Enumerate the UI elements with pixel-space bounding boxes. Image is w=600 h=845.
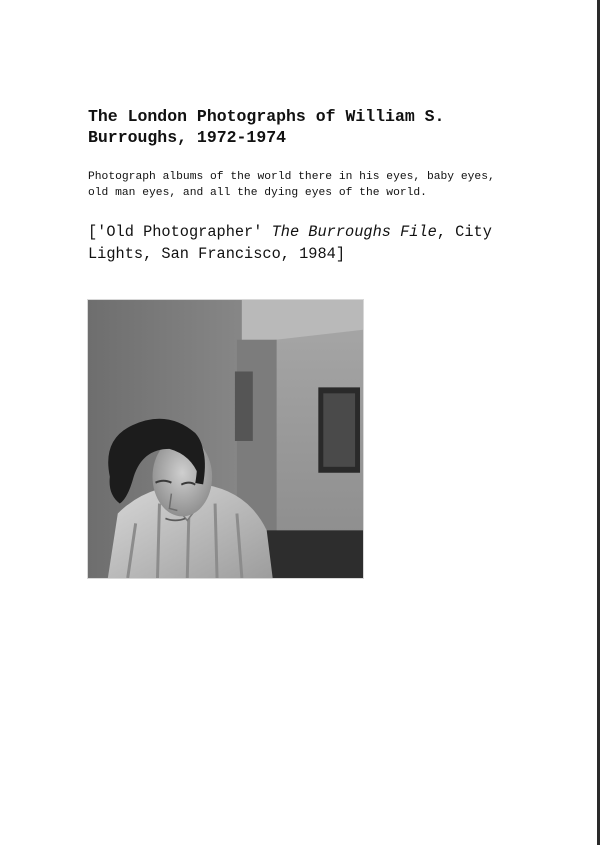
citation	[88, 221, 528, 265]
wall-picture	[323, 393, 355, 466]
bed	[262, 530, 363, 578]
portrait-photo	[87, 299, 364, 579]
citation-work-title: The Burroughs File	[271, 223, 437, 241]
wall-panel	[235, 371, 253, 440]
page-title: The London Photographs of William S. Burroughs, 1972-1974	[88, 107, 445, 147]
citation-suffix: , City Lights, San Francisco, 1984]	[88, 223, 492, 263]
portrait-photo-drawing	[88, 300, 363, 578]
epigraph-quote: Photograph albums of the world there in his eyes, baby eyes, old man eyes, and all the dying eyes of the world.	[88, 171, 495, 199]
citation-prefix: ['Old Photographer'	[88, 223, 272, 241]
